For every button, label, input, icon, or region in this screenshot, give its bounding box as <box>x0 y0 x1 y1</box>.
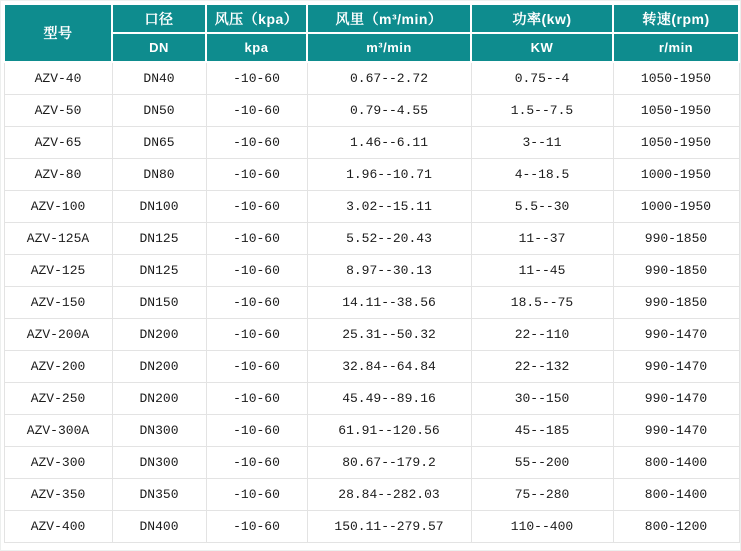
value-cell: 800-1400 <box>613 479 739 511</box>
value-cell: -10-60 <box>206 223 307 255</box>
model-cell: AZV-200 <box>4 351 112 383</box>
value-cell: 8.97--30.13 <box>307 255 471 287</box>
value-cell: DN300 <box>112 447 206 479</box>
model-cell: AZV-150 <box>4 287 112 319</box>
model-cell: AZV-350 <box>4 479 112 511</box>
value-cell: 800-1400 <box>613 447 739 479</box>
value-cell: -10-60 <box>206 383 307 415</box>
unit-rmin: r/min <box>613 33 739 62</box>
table-row <box>4 511 739 543</box>
value-cell: 0.79--4.55 <box>307 95 471 127</box>
value-cell: 3.02--15.11 <box>307 191 471 223</box>
value-cell: DN125 <box>112 223 206 255</box>
model-cell: AZV-100 <box>4 191 112 223</box>
value-cell: DN65 <box>112 127 206 159</box>
value-cell: DN200 <box>112 383 206 415</box>
header-row-main <box>4 4 739 33</box>
value-cell: 45.49--89.16 <box>307 383 471 415</box>
value-cell: 1000-1950 <box>613 191 739 223</box>
value-cell: 990-1470 <box>613 319 739 351</box>
value-cell: 11--37 <box>471 223 613 255</box>
value-cell: 0.67--2.72 <box>307 62 471 95</box>
value-cell: -10-60 <box>206 95 307 127</box>
value-cell: DN125 <box>112 255 206 287</box>
model-cell: AZV-40 <box>4 62 112 95</box>
value-cell: -10-60 <box>206 415 307 447</box>
value-cell: 14.11--38.56 <box>307 287 471 319</box>
value-cell: 75--280 <box>471 479 613 511</box>
table-row <box>4 383 739 415</box>
table-row <box>4 287 739 319</box>
table-row <box>4 351 739 383</box>
value-cell: 4--18.5 <box>471 159 613 191</box>
table-row <box>4 447 739 479</box>
header-pressure: 风压（kpa） <box>206 4 307 33</box>
header-power: 功率(kw) <box>471 4 613 33</box>
value-cell: -10-60 <box>206 127 307 159</box>
value-cell: 61.91--120.56 <box>307 415 471 447</box>
table-row <box>4 159 739 191</box>
header-diameter: 口径 <box>112 4 206 33</box>
spec-table <box>3 3 740 543</box>
value-cell: 990-1850 <box>613 287 739 319</box>
value-cell: -10-60 <box>206 351 307 383</box>
value-cell: 80.67--179.2 <box>307 447 471 479</box>
value-cell: -10-60 <box>206 479 307 511</box>
table-row <box>4 127 739 159</box>
table-row <box>4 319 739 351</box>
model-cell: AZV-200A <box>4 319 112 351</box>
value-cell: 22--110 <box>471 319 613 351</box>
model-cell: AZV-125 <box>4 255 112 287</box>
table-row <box>4 191 739 223</box>
value-cell: 990-1850 <box>613 255 739 287</box>
table-row <box>4 255 739 287</box>
header-speed: 转速(rpm) <box>613 4 739 33</box>
value-cell: DN100 <box>112 191 206 223</box>
value-cell: 32.84--64.84 <box>307 351 471 383</box>
value-cell: 990-1850 <box>613 223 739 255</box>
value-cell: 150.11--279.57 <box>307 511 471 543</box>
value-cell: 990-1470 <box>613 351 739 383</box>
value-cell: 110--400 <box>471 511 613 543</box>
value-cell: 1.46--6.11 <box>307 127 471 159</box>
value-cell: DN150 <box>112 287 206 319</box>
value-cell: 28.84--282.03 <box>307 479 471 511</box>
unit-kw: KW <box>471 33 613 62</box>
table-body <box>4 62 739 543</box>
value-cell: 45--185 <box>471 415 613 447</box>
value-cell: -10-60 <box>206 511 307 543</box>
table-row <box>4 62 739 95</box>
value-cell: -10-60 <box>206 255 307 287</box>
table-row <box>4 415 739 447</box>
table-row <box>4 223 739 255</box>
model-cell: AZV-300 <box>4 447 112 479</box>
value-cell: 25.31--50.32 <box>307 319 471 351</box>
value-cell: -10-60 <box>206 191 307 223</box>
value-cell: 1050-1950 <box>613 95 739 127</box>
value-cell: 1000-1950 <box>613 159 739 191</box>
value-cell: 990-1470 <box>613 415 739 447</box>
value-cell: 30--150 <box>471 383 613 415</box>
header-row-units <box>4 33 739 62</box>
value-cell: -10-60 <box>206 447 307 479</box>
value-cell: 5.5--30 <box>471 191 613 223</box>
value-cell: 11--45 <box>471 255 613 287</box>
value-cell: 0.75--4 <box>471 62 613 95</box>
unit-dn: DN <box>112 33 206 62</box>
model-cell: AZV-250 <box>4 383 112 415</box>
value-cell: DN80 <box>112 159 206 191</box>
value-cell: 1.96--10.71 <box>307 159 471 191</box>
model-cell: AZV-65 <box>4 127 112 159</box>
model-cell: AZV-80 <box>4 159 112 191</box>
value-cell: -10-60 <box>206 319 307 351</box>
value-cell: 1.5--7.5 <box>471 95 613 127</box>
value-cell: -10-60 <box>206 287 307 319</box>
value-cell: DN50 <box>112 95 206 127</box>
value-cell: 18.5--75 <box>471 287 613 319</box>
model-cell: AZV-50 <box>4 95 112 127</box>
value-cell: 990-1470 <box>613 383 739 415</box>
value-cell: DN400 <box>112 511 206 543</box>
value-cell: DN200 <box>112 351 206 383</box>
value-cell: 55--200 <box>471 447 613 479</box>
value-cell: DN40 <box>112 62 206 95</box>
spec-table-header <box>4 4 739 62</box>
value-cell: DN350 <box>112 479 206 511</box>
model-cell: AZV-300A <box>4 415 112 447</box>
model-cell: AZV-125A <box>4 223 112 255</box>
value-cell: DN200 <box>112 319 206 351</box>
unit-kpa: kpa <box>206 33 307 62</box>
model-cell: AZV-400 <box>4 511 112 543</box>
value-cell: -10-60 <box>206 62 307 95</box>
value-cell: 800-1200 <box>613 511 739 543</box>
header-model: 型号 <box>4 4 112 62</box>
table-row <box>4 479 739 511</box>
value-cell: 5.52--20.43 <box>307 223 471 255</box>
header-airflow: 风里（m³/min） <box>307 4 471 33</box>
value-cell: 1050-1950 <box>613 62 739 95</box>
value-cell: DN300 <box>112 415 206 447</box>
value-cell: 22--132 <box>471 351 613 383</box>
table-row <box>4 95 739 127</box>
unit-m3min: m³/min <box>307 33 471 62</box>
value-cell: -10-60 <box>206 159 307 191</box>
value-cell: 3--11 <box>471 127 613 159</box>
value-cell: 1050-1950 <box>613 127 739 159</box>
